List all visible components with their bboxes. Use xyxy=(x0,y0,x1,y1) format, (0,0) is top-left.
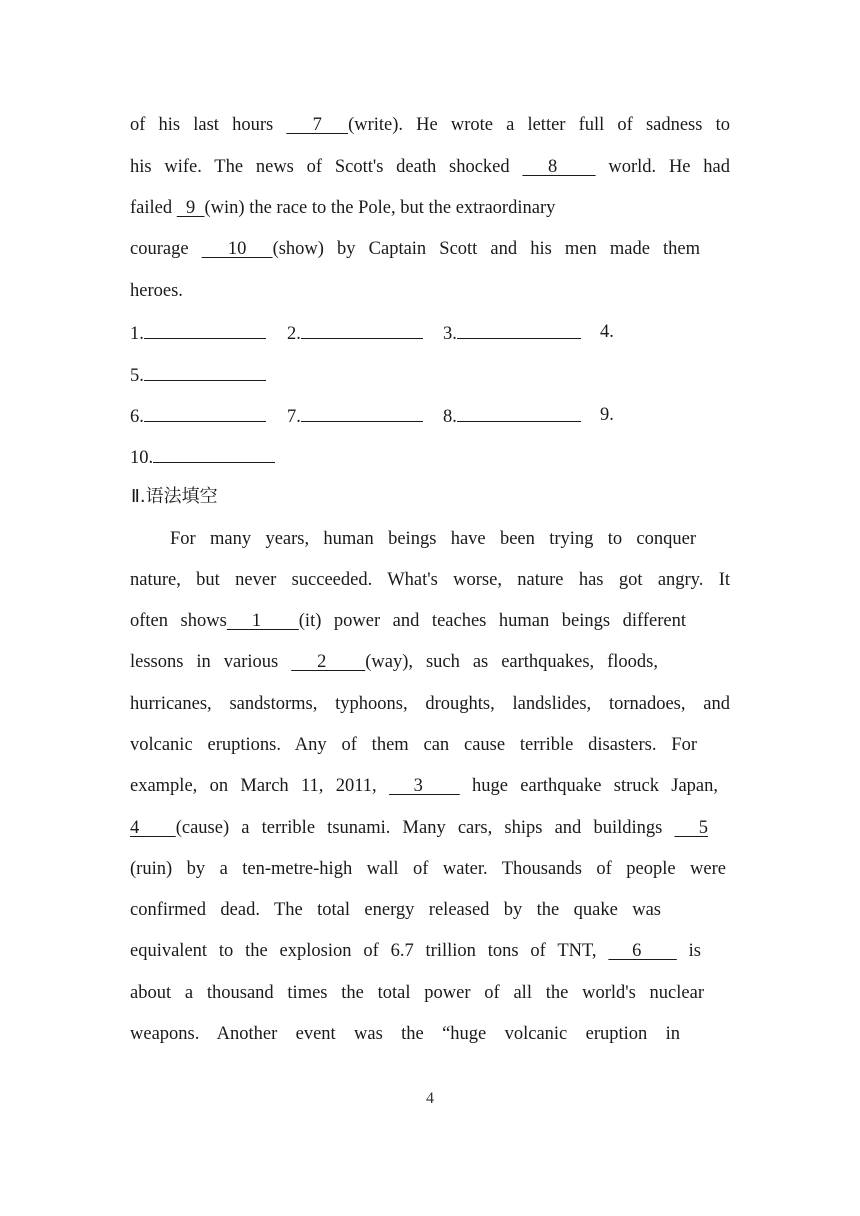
answer-blank-8[interactable]: 8. xyxy=(443,403,581,429)
blank-3: 3 xyxy=(388,776,460,796)
passage-line: weapons. Another event was the “huge volcanic eruption in xyxy=(130,1024,680,1044)
answer-blank-2[interactable]: 2. xyxy=(287,320,423,346)
passage-line: heroes. xyxy=(130,281,183,301)
answer-blank-1[interactable]: 1. xyxy=(130,320,266,346)
answer-blank-10[interactable]: 10. xyxy=(130,444,275,470)
answer-blank-7[interactable]: 7. xyxy=(287,403,423,429)
passage-line: (ruin) by a ten-metre-high wall of water. Thousands of people were xyxy=(130,859,726,879)
blank-6: 6 xyxy=(608,941,677,961)
answer-blank-5[interactable]: 5. xyxy=(130,362,266,388)
passage-line: hurricanes, sandstorms, typhoons, droughts, landslides, tornadoes, and xyxy=(130,694,730,714)
blank-10: 10 xyxy=(201,239,273,259)
blank-5: 5 xyxy=(674,818,709,838)
blank-8: 8 xyxy=(522,157,596,177)
passage-line: equivalent to the explosion of 6.7 trillion tons of TNT, 6 is xyxy=(130,941,702,961)
blank-4: 4 xyxy=(130,818,176,838)
page-number: 4 xyxy=(426,1090,434,1107)
answer-blank-3[interactable]: 3. xyxy=(443,320,581,346)
answer-blank-9[interactable]: 9. xyxy=(600,405,614,425)
passage-line: nature, but never succeeded. What's worse, nature has got angry. It xyxy=(130,570,730,590)
passage-line: confirmed dead. The total energy released by the quake was xyxy=(130,900,661,920)
passage-line: For many years, human beings have been trying to conquer xyxy=(170,529,696,549)
passage-line: often shows 1 (it) power and teaches human beings different xyxy=(130,611,686,631)
passage-line: 4 (cause) a terrible tsunami. Many cars, ships and buildings 5 xyxy=(130,818,709,838)
blank-7: 7 xyxy=(286,115,349,135)
passage-line: volcanic eruptions. Any of them can cause terrible disasters. For xyxy=(130,735,697,755)
blank-9: 9 xyxy=(176,198,205,218)
blank-2: 2 xyxy=(291,652,366,672)
section-heading: Ⅱ.语法填空 xyxy=(131,486,218,507)
blank-1: 1 xyxy=(226,611,299,631)
passage-line: about a thousand times the total power of all the world's nuclear xyxy=(130,983,704,1003)
passage-line: courage 10 (show) by Captain Scott and his men made them xyxy=(130,239,701,259)
passage-line: lessons in various 2 (way), such as earthquakes, floods, xyxy=(130,652,659,672)
passage-line: failed 9 (win) the race to the Pole, but the extraordinary xyxy=(130,198,556,218)
passage-line: example, on March 11, 2011, 3 huge earthquake struck Japan, xyxy=(130,776,719,796)
passage-line: of his last hours 7 (write). He wrote a letter full of sadness to xyxy=(130,115,730,135)
passage-line: his wife. The news of Scott's death shocked 8 world. He had xyxy=(130,157,730,177)
answer-blank-4[interactable]: 4. xyxy=(600,322,614,342)
answer-blank-6[interactable]: 6. xyxy=(130,403,266,429)
